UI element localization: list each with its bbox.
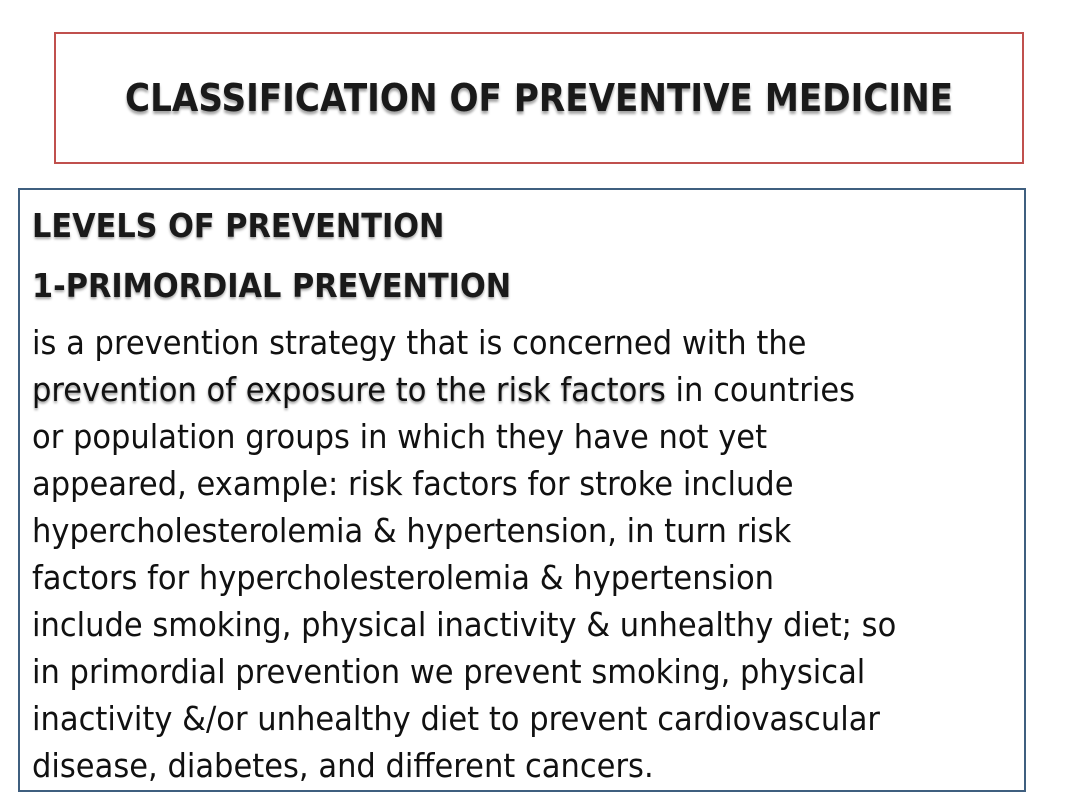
title-box [54,32,1024,164]
body-line: in primordial prevention we prevent smoking, physical [32,653,866,691]
body-line: appeared, example: risk factors for stroke include [32,465,794,503]
body-line: is a prevention strategy that is concerned with the [32,324,807,362]
body-line-2 [32,367,964,414]
heading-levels-of-prevention: LEVELS OF PREVENTION [32,206,445,245]
body-paragraph [32,320,1024,790]
emphasized-phrase: prevention of exposure to the risk factors [32,371,666,409]
body-line: include smoking, physical inactivity & unhealthy diet; so [32,606,897,644]
content-box [18,188,1026,792]
slide-title: CLASSIFICATION OF PREVENTIVE MEDICINE [124,76,954,120]
body-line: hypercholesterolemia & hypertension, in turn risk [32,512,792,550]
body-line: or population groups in which they have not yet [32,418,768,456]
heading-primordial-prevention: 1-PRIMORDIAL PREVENTION [32,266,512,305]
body-line: disease, diabetes, and different cancers. [32,747,654,785]
body-line-2-rest: in countries [665,371,856,409]
body-line: inactivity &/or unhealthy diet to prevent cardiovascular [32,700,880,738]
body-line: factors for hypercholesterolemia & hypertension [32,559,775,597]
